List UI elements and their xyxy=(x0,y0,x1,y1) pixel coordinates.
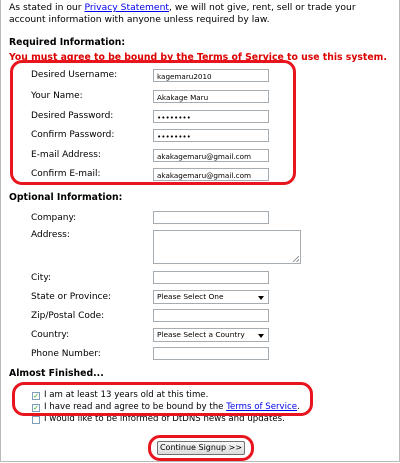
tos-text-after: . xyxy=(297,402,300,412)
confirm-email-label: Confirm E-mail: xyxy=(31,169,101,179)
username-input[interactable]: kagemaru2010 xyxy=(153,69,269,82)
name-input[interactable]: Akakage Maru xyxy=(153,90,269,103)
username-label: Desired Username: xyxy=(31,70,118,80)
password-input[interactable]: •••••••• xyxy=(153,110,269,123)
confirm-password-label: Confirm Password: xyxy=(31,130,115,140)
optional-heading: Optional Information: xyxy=(9,192,123,203)
country-label: Country: xyxy=(31,330,70,340)
password-label: Desired Password: xyxy=(31,111,114,121)
age-label: I am at least 13 years old at this time. xyxy=(44,390,209,400)
news-label: I would like to be informed of DtDNS news and updates. xyxy=(44,414,285,424)
address-label: Address: xyxy=(31,230,70,240)
checkmark-icon: ✓ xyxy=(33,392,39,400)
terms-of-service-link[interactable]: Terms of Service xyxy=(226,402,298,412)
news-checkbox[interactable] xyxy=(32,416,40,424)
checkmark-icon: ✓ xyxy=(33,404,39,412)
email-input[interactable]: akakagemaru@gmail.com xyxy=(153,149,269,162)
city-label: City: xyxy=(31,273,52,283)
privacy-notice xyxy=(9,2,393,26)
required-highlight-box xyxy=(10,60,296,185)
country-select[interactable] xyxy=(153,328,269,342)
zip-label: Zip/Postal Code: xyxy=(31,311,105,321)
privacy-statement-link[interactable]: Privacy Statement xyxy=(84,2,169,13)
email-label: E-mail Address: xyxy=(31,150,101,160)
privacy-text-after: , we will not give, rent, sell or trade your account information with anyone unless required by law. xyxy=(9,2,356,25)
zip-input[interactable] xyxy=(153,309,269,322)
chevron-down-icon xyxy=(258,296,264,300)
agreement-highlight-box xyxy=(12,382,313,416)
finish-heading: Almost Finished... xyxy=(9,368,104,379)
tos-warning: You must agree to be bound by the Terms of Service to use this system. xyxy=(9,52,387,63)
resize-grip-icon[interactable] xyxy=(293,256,299,262)
continue-signup-button[interactable]: Continue Signup >> xyxy=(157,441,245,455)
company-input[interactable] xyxy=(153,211,269,224)
confirm-password-input[interactable]: •••••••• xyxy=(153,129,269,142)
tos-text-before: I have read and agree to be bound by the xyxy=(44,402,227,412)
address-textarea[interactable] xyxy=(153,230,301,264)
privacy-text-before: As stated in our xyxy=(9,2,85,13)
state-select[interactable] xyxy=(153,290,269,304)
required-heading: Required Information: xyxy=(9,37,126,48)
state-label: State or Province: xyxy=(31,292,112,302)
company-label: Company: xyxy=(31,213,77,223)
submit-highlight-box xyxy=(148,435,254,461)
country-select-value: Please Select a Country xyxy=(157,330,245,339)
name-label: Your Name: xyxy=(31,91,83,101)
state-select-value: Please Select One xyxy=(157,292,224,301)
city-input[interactable] xyxy=(153,271,269,284)
phone-input[interactable] xyxy=(153,347,269,360)
confirm-email-input[interactable]: akakagemaru@gmail.com xyxy=(153,168,269,181)
phone-label: Phone Number: xyxy=(31,349,101,359)
chevron-down-icon xyxy=(258,334,264,338)
